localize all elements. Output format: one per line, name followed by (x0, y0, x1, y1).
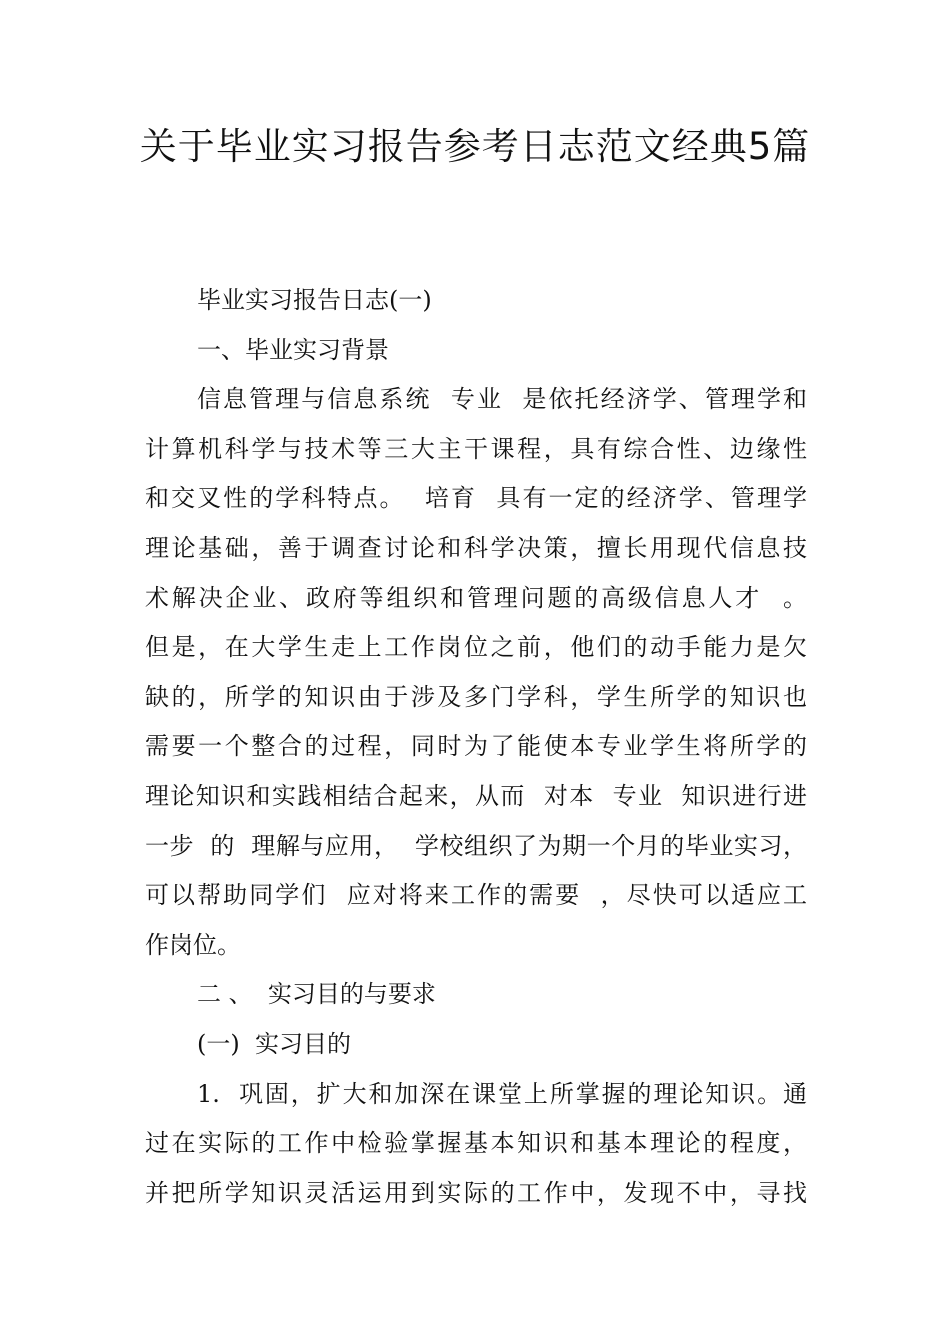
text-line: 二 、 实习目的与要求 (197, 980, 436, 1009)
text-line: 理论知识和实践相结合起来，从而 对本 专业 知识进行进 (145, 781, 807, 810)
text-line: 过在实际的工作中检验掌握基本知识和基本理论的程度， (145, 1129, 807, 1158)
text-line: 信息管理与信息系统 专业 是依托经济学、管理学和 (197, 385, 807, 414)
text-line: 但是，在大学生走上工作岗位之前，他们的动手能力是欠 (145, 633, 807, 662)
text-line: 作岗位。 (145, 930, 241, 959)
text-line: 毕业实习报告日志(一) (197, 286, 432, 314)
document-title: 关于毕业实习报告参考日志范文经典5篇 (139, 125, 811, 168)
text-line: 1. 巩固，扩大和加深在课堂上所掌握的理论知识。通 (197, 1079, 807, 1108)
text-line: 计算机科学与技术等三大主干课程，具有综合性、边缘性 (145, 434, 807, 463)
text-line: 并把所学知识灵活运用到实际的工作中，发现不中，寻找 (145, 1178, 807, 1207)
text-line: 理论基础，善于调查讨论和科学决策，擅长用现代信息技 (145, 533, 807, 562)
text-line: 可以帮助同学们 应对将来工作的需要 ，尽快可以适应工 (145, 881, 807, 910)
text-line: 缺的，所学的知识由于涉及多门学科，学生所学的知识也 (145, 682, 807, 711)
text-line: (一) 实习目的 (197, 1029, 351, 1058)
text-line: 术解决企业、政府等组织和管理问题的高级信息人才 。 (145, 583, 807, 612)
text-line: 一步 的 理解与应用， 学校组织了为期一个月的毕业实习， (145, 831, 807, 860)
document-body (145, 276, 807, 1218)
text-line: 需要一个整合的过程，同时为了能使本专业学生将所学的 (145, 732, 807, 761)
text-line: 和交叉性的学科特点。 培育 具有一定的经济学、管理学 (145, 484, 807, 513)
text-line: 一、毕业实习背景 (197, 335, 389, 364)
